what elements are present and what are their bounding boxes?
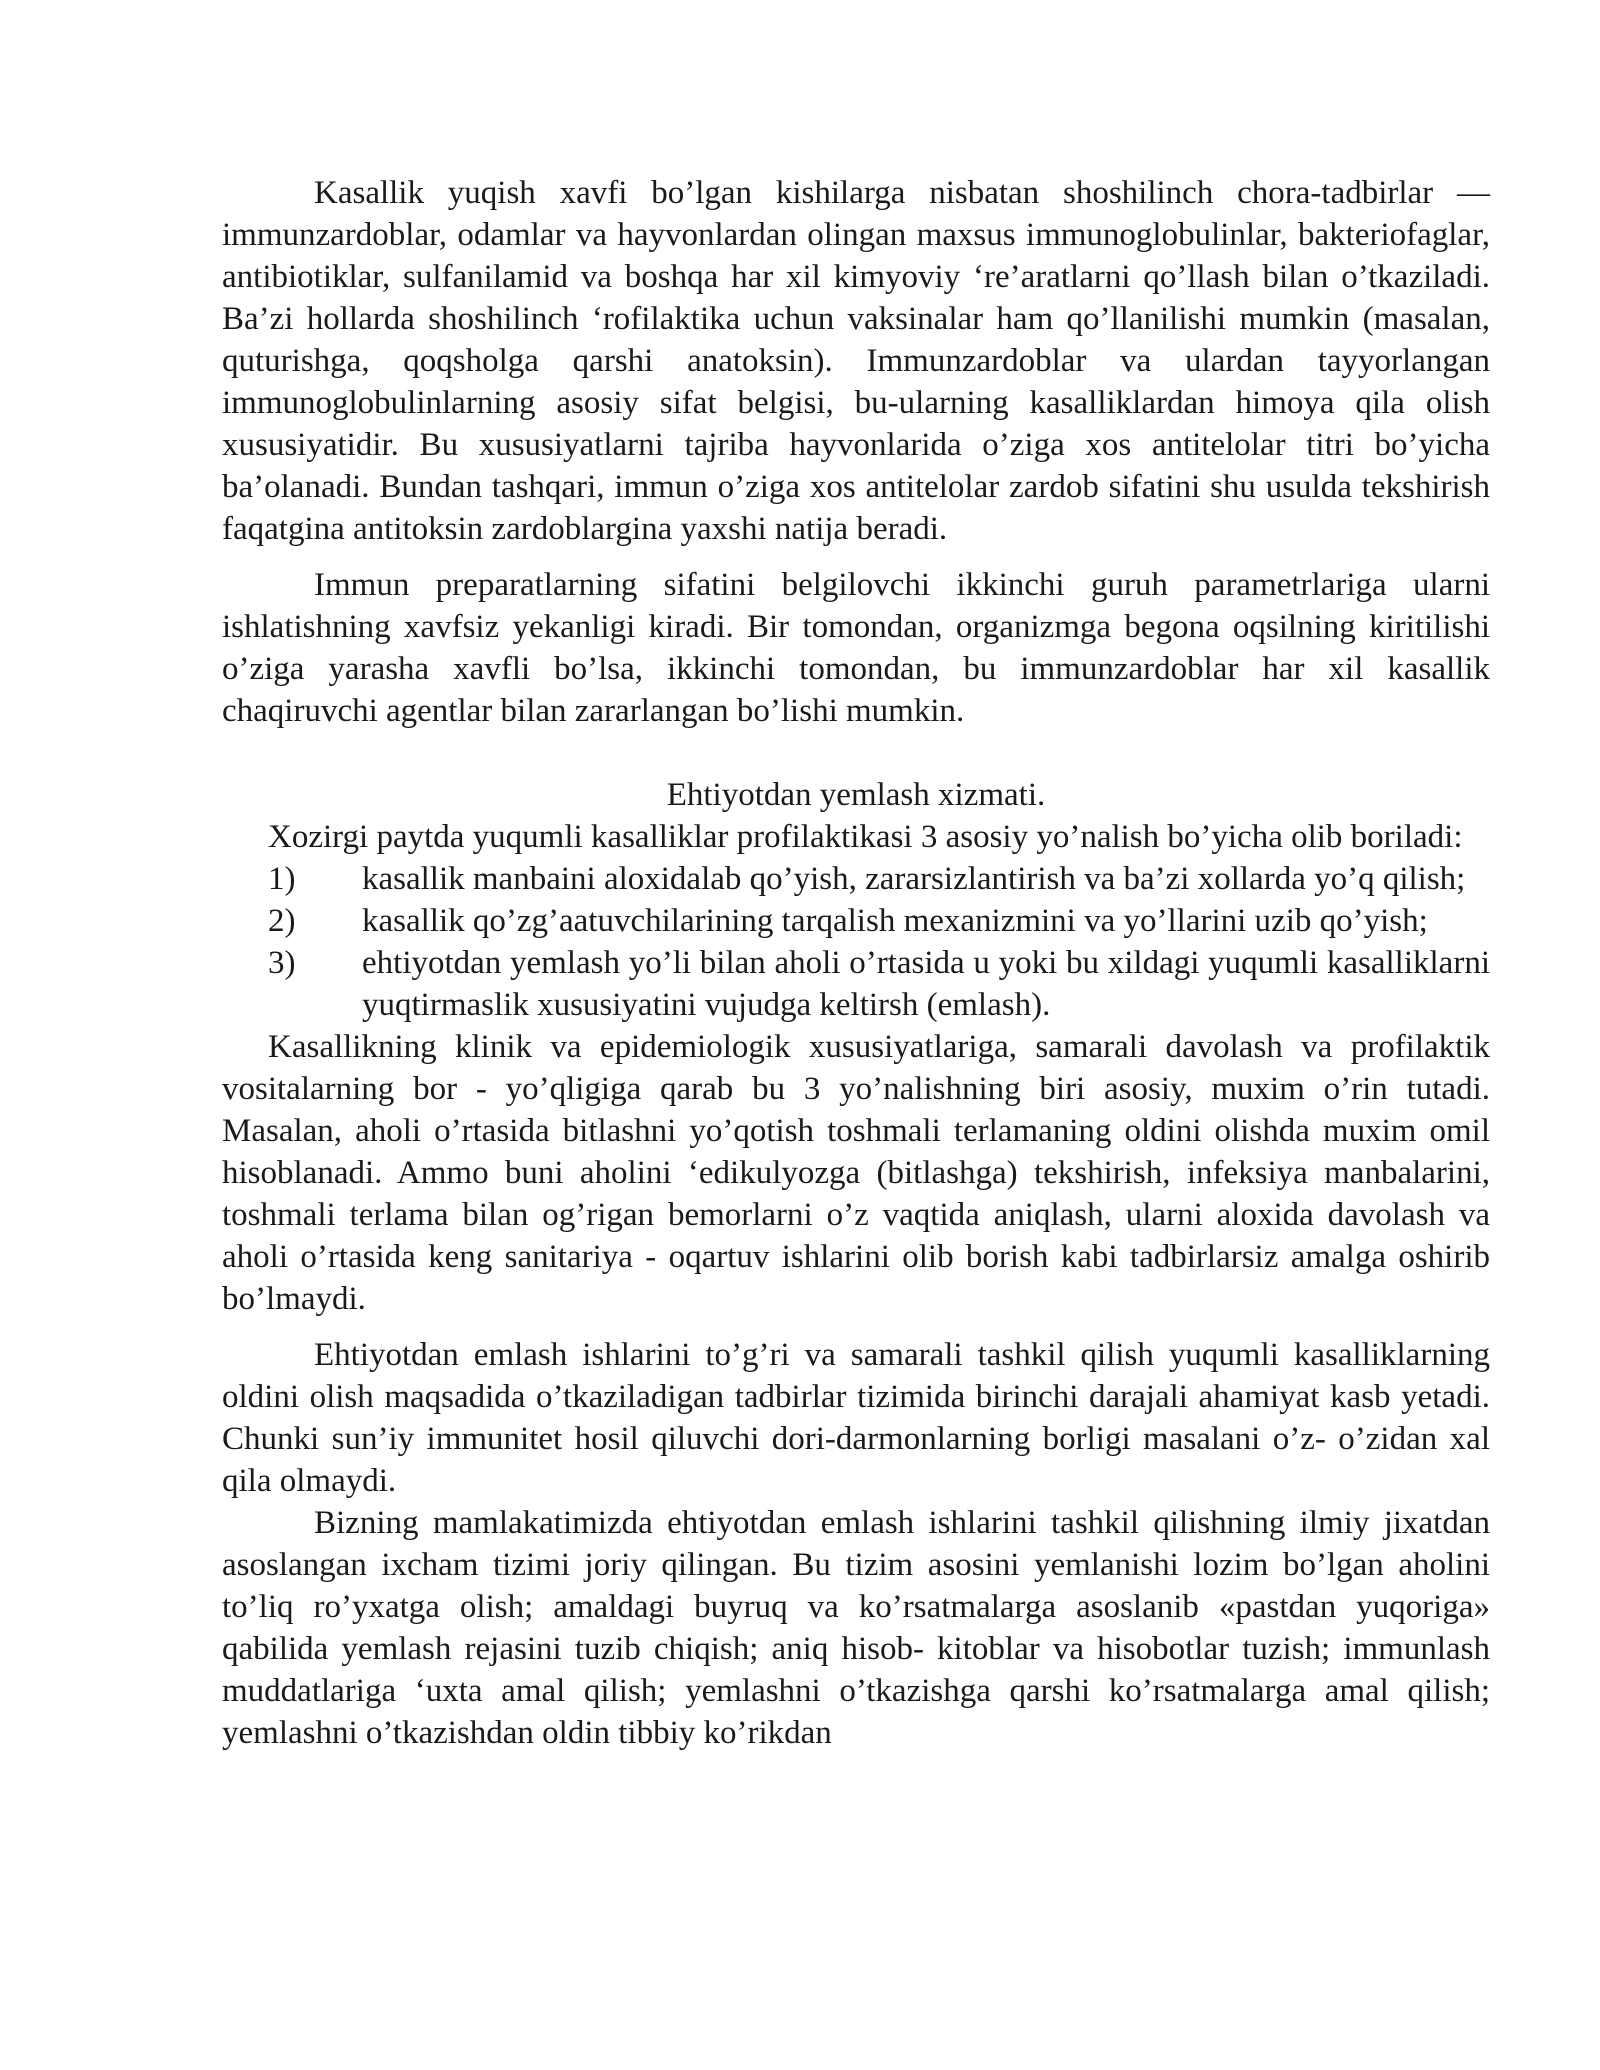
list-item-text: kasallik qo’zg’aatuvchilarining tarqalish mexanizmini va yo’llarini uzib qo’yish; — [362, 903, 1428, 939]
list-item — [222, 942, 1490, 1026]
paragraph-clinical-features: Kasallikning klinik va epidemiologik xususiyatlariga, samarali davolash va profilaktik vositalarning bor - yo’qligiga qarab bu 3 yo’nalishning biri asosiy, muxim o’rin tutadi. Masalan, aholi o’rtasida bitlashni yo’qotish toshmali terlamaning oldini olishda muxim omil hisoblanadi. Ammo buni aholini ‘edikulyozga (bitlashga) tekshirish, infeksiya manbalarini, toshmali terlama bilan og’rigan bemorlarni o’z vaqtida aniqlash, ularni aloxida davolash va aholi o’rtasida keng sanitariya - oqartuv ishlarini olib borish kabi tadbirlarsiz amalga oshirib bo’lmaydi. — [222, 1029, 1490, 1317]
list-item-number: 1) — [268, 861, 296, 897]
list-item — [222, 900, 1490, 942]
paragraph-vaccination-organization: Ehtiyotdan emlash ishlarini to’g’ri va samarali tashkil qilish yuqumli kasalliklarning oldini olish maqsadida o’tkaziladigan tadbirlar tizimida birinchi darajali ahamiyat kasb yetadi. Chunki sun’iy immunitet hosil qiluvchi dori-darmonlarning borligi masalani o’z- o’zidan xal qila olmaydi. — [222, 1337, 1490, 1499]
paragraph-prevention-directions: Xozirgi paytda yuqumli kasalliklar profilaktikasi 3 asosiy yo’nalish bo’yicha olib boriladi: — [268, 819, 1463, 855]
list-item-number: 3) — [268, 945, 296, 981]
list-item-number: 2) — [268, 903, 296, 939]
list-item-text: ehtiyotdan yemlash yo’li bilan aholi o’rtasida u yoki bu xildagi yuqumli kasalliklarni yuqtirmaslik xususiyatini vujudga keltirsh (emlash). — [362, 945, 1490, 1023]
section-heading: Ehtiyotdan yemlash xizmati. — [666, 777, 1046, 813]
paragraph-emergency-measures: Kasallik yuqish xavfi bo’lgan kishilarga nisbatan shoshilinch chora-tadbirlar — immunzardoblar, odamlar va hayvonlardan olingan maxsus immunoglobulinlar, bakteriofaglar, antibiotiklar, sulfanilamid va boshqa har xil kimyoviy ‘re’aratlarni qo’llash bilan o’tkaziladi. Ba’zi hollarda shoshilinch ‘rofilaktika uchun vaksinalar ham qo’llanilishi mumkin (masalan, quturishga, qoqsholga qarshi anatoksin). Immunzardoblar va ulardan tayyorlangan immunoglobulinlarning asosiy sifat belgisi, bu-ularning kasalliklardan himoya qila olish xususiyatidir. Bu xususiyatlarni tajriba hayvonlarida o’ziga xos antitelolar titri bo’yicha ba’olanadi. Bundan tashqari, immun o’ziga xos antitelolar zardob sifatini shu usulda tekshirish faqatgina antitoksin zardoblargina yaxshi natija beradi. — [222, 175, 1490, 547]
list-item-text: kasallik manbaini aloxidalab qo’yish, zararsizlantirish va ba’zi xollarda yo’q qilish; — [362, 861, 1466, 897]
list-item — [222, 858, 1490, 900]
directions-list — [222, 858, 1490, 1026]
paragraph-safety-parameters: Immun preparatlarning sifatini belgilovchi ikkinchi guruh parametrlariga ularni ishlatishning xavfsiz yekanligi kiradi. Bir tomondan, organizmga begona oqsilning kiritilishi o’ziga yarasha xavfli bo’lsa, ikkinchi tomondan, bu immunzardoblar har xil kasallik chaqiruvchi agentlar bilan zararlangan bo’lishi mumkin. — [222, 567, 1490, 729]
paragraph-national-system: Bizning mamlakatimizda ehtiyotdan emlash ishlarini tashkil qilishning ilmiy jixatdan asoslangan ixcham tizimi joriy qilingan. Bu tizim asosini yemlanishi lozim bo’lgan aholini to’liq ro’yxatga olish; amaldagi buyruq va ko’rsatmalarga asoslanib «pastdan yuqoriga» qabilida yemlash rejasini tuzib chiqish; aniq hisob- kitoblar va hisobotlar tuzish; immunlash muddatlariga ‘uxta amal qilish; yemlashni o’tkazishga qarshi ko’rsatmalarga amal qilish; yemlashni o’tkazishdan oldin tibbiy ko’rikdan — [222, 1505, 1490, 1751]
document-page — [222, 172, 1490, 1754]
